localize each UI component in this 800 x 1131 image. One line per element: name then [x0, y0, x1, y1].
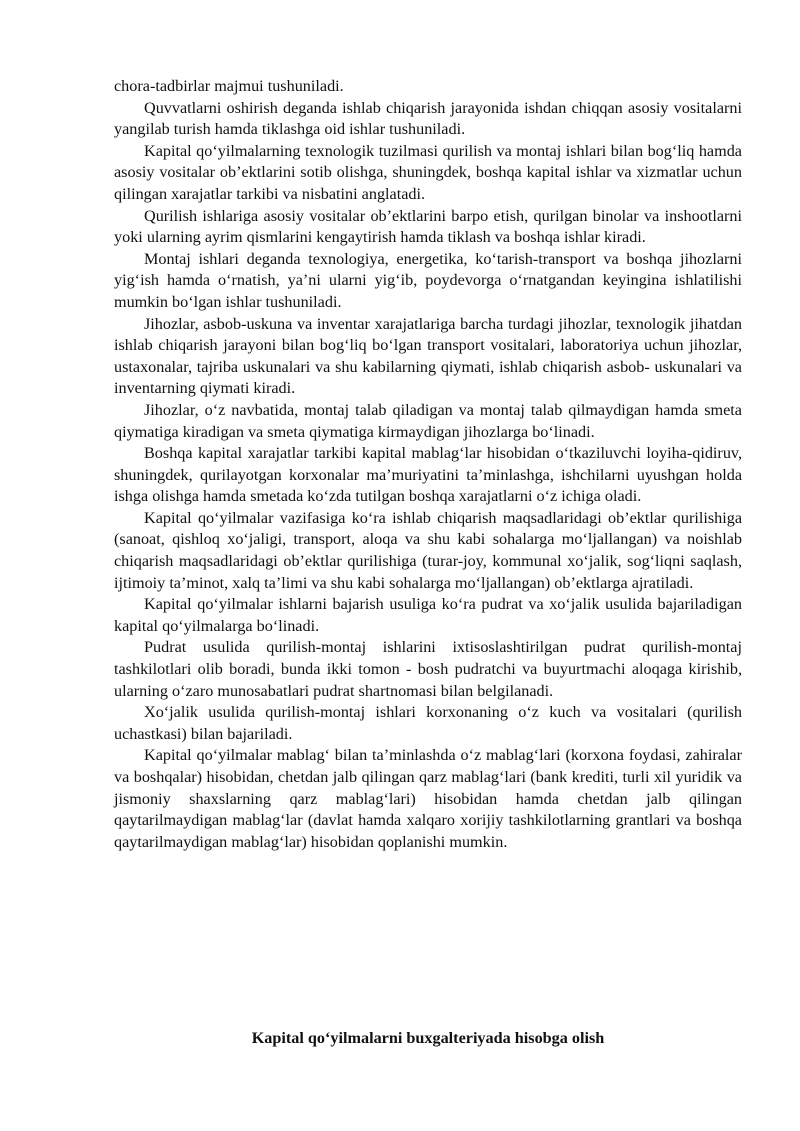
paragraph-technological-structure: Kapital qo‘yilmalarning texnologik tuzilmasi qurilish va montaj ishlari bilan bog‘liq hamda asosiy vositalar ob’ektlarini sotib olishga, shuningdek, boshqa kapital ishlar va xizmatlar uchun qilingan xarajatlar tarkibi va nisbatini anglatadi. — [114, 141, 742, 203]
paragraph-installation-works: Montaj ishlari deganda texnologiya, energetika, ko‘tarish-transport va boshqa jihozlarni yig‘ish hamda o‘rnatish, ya’ni ularni yig‘ib, poydevorga o‘rnatgandan keyingina ishlatilishi mumkin bo‘lgan ishlar tushuniladi. — [114, 249, 742, 311]
paragraph-other-capital-costs: Boshqa kapital xarajatlar tarkibi kapital mablag‘lar hisobidan o‘tkaziluvchi loyiha-qidiruv, shuningdek, qurilayotgan korxonalar ma’muriyatini ta’minlashga, ishchilarni uyushgan holda ishga olishga hamda smetada ko‘zda tutilgan boshqa xarajatlarni o‘z ichiga oladi. — [114, 444, 742, 506]
paragraph-purpose-classification: Kapital qo‘yilmalar vazifasiga ko‘ra ishlab chiqarish maqsadlaridagi ob’ektlar qurilishiga (sanoat, qishloq xo‘jaligi, transport, aloqa va shu kabi sohalarga mo‘ljallangan) va noishlab chiqarish maqsadlaridagi ob’ektlar qurilishiga (turar-joy, kommunal xo‘jalik, sog‘liqni saqlash, ijtimoiy ta’minot, xalq ta’limi va shu kabi sohalarga mo‘ljallangan) ob’ektlarga ajratiladi. — [114, 508, 742, 592]
paragraph-construction-works: Qurilish ishlariga asosiy vositalar ob’ektlarini barpo etish, qurilgan binolar va inshootlarni yoki ularning ayrim qismlarini kengaytirish hamda tiklash va boshqa ishlar kiradi. — [114, 206, 742, 247]
paragraph-equipment-division: Jihozlar, o‘z navbatida, montaj talab qiladigan va montaj talab qilmaydigan hamda smeta qiymatiga kiradigan va smeta qiymatiga kirmaydigan jihozlarga bo‘linadi. — [114, 400, 742, 441]
paragraph-continuation: chora-tadbirlar majmui tushuniladi. — [114, 77, 344, 95]
paragraph-capacity-increase: Quvvatlarni oshirish deganda ishlab chiqarish jarayonida ishdan chiqqan asosiy vositalarni yangilab turish hamda tiklashga oid ishlar tushuniladi. — [114, 98, 742, 139]
paragraph-financing-sources: Kapital qo‘yilmalar mablag‘ bilan ta’minlashda o‘z mablag‘lari (korxona foydasi, zahiralar va boshqalar) hisobidan, chetdan jalb qilingan qarz mablag‘lari (bank krediti, turli xil yuridik va jismoniy shaxslarning qarz mablag‘lari) hisobidan hamda chetdan jalb qilingan qaytarilmaydigan mablag‘lar (davlat hamda xalqaro xorijiy tashkilotlarning grantlari va boshqa qaytarilmaydigan mablag‘lar) hisobidan qoplanishi mumkin. — [114, 746, 742, 851]
paragraph-contract-method: Pudrat usulida qurilish-montaj ishlarini ixtisoslashtirilgan pudrat qurilish-montaj tashkilotlari olib boradi, bunda ikki tomon - bosh pudratchi va buyurtmachi aloqaga kirishib, ularning o‘zaro munosabatlari pudrat shartnomasi bilan belgilanadi. — [114, 638, 742, 700]
paragraph-in-house-method: Xo‘jalik usulida qurilish-montaj ishlari korxonaning o‘z kuch va vositalari (qurilish uchastkasi) bilan bajariladi. — [114, 703, 742, 743]
section-heading: Kapital qo‘yilmalarni buxgalteriyada hisobga olish — [251, 1029, 605, 1047]
paragraph-execution-method: Kapital qo‘yilmalar ishlarni bajarish usuliga ko‘ra pudrat va xo‘jalik usulida bajariladigan kapital qo‘yilmalarga bo‘linadi. — [114, 595, 742, 635]
paragraph-equipment-costs: Jihozlar, asbob-uskuna va inventar xarajatlariga barcha turdagi jihozlar, texnologik jihatdan ishlab chiqarish jarayoni bilan bog‘liq bo‘lgan transport vositalari, laboratoriya uchun jihozlar, ustaxonalar, tajriba uskunalari va shu kabilarning qiymati, ishlab chiqarish asbob- uskunalari va inventarning qiymati kiradi. — [114, 314, 742, 398]
document-body — [114, 76, 742, 853]
